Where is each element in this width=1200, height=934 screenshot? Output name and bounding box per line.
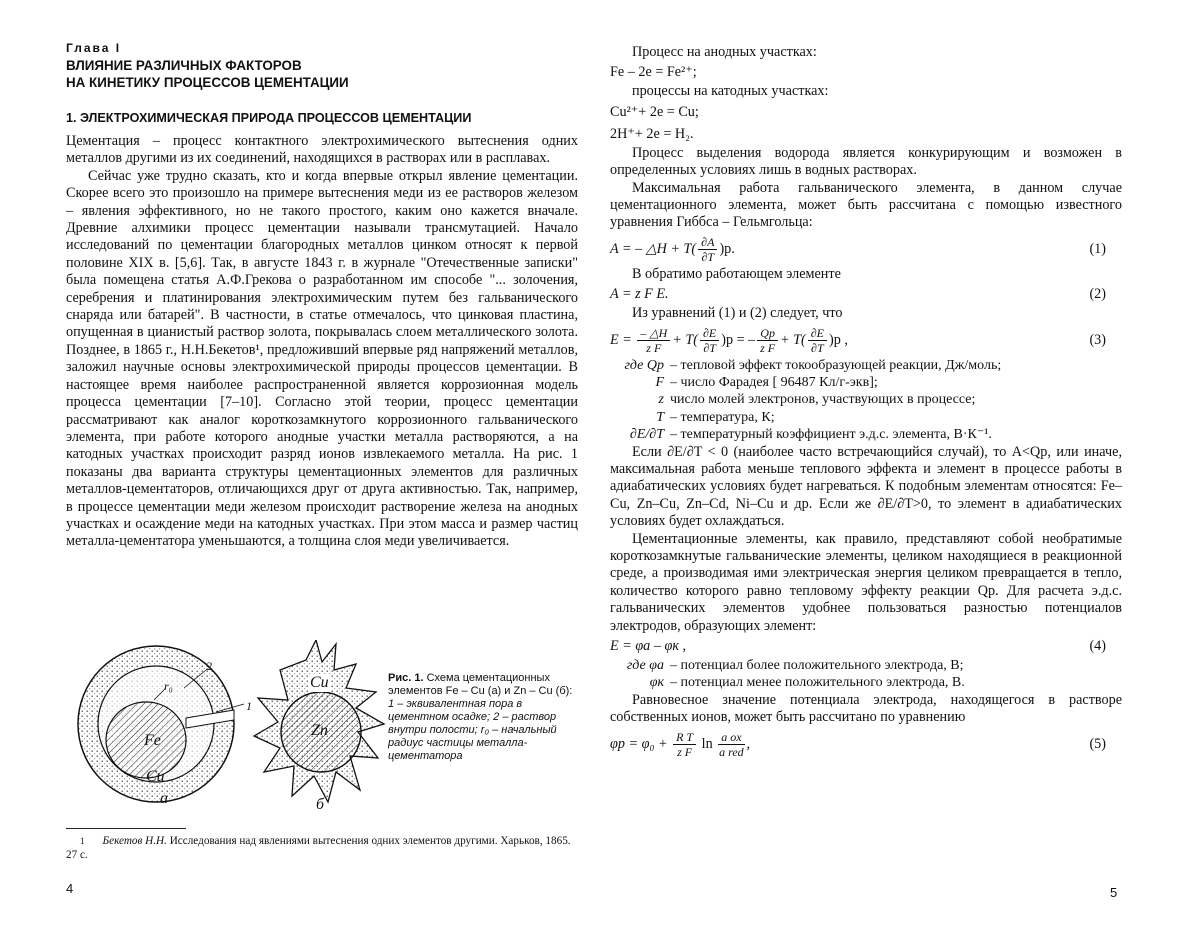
- paragraph-sign: Если ∂E/∂T < 0 (наиболее часто встречающийся случай), то A<Qp, или иначе, максимальная работа меньше теплового эффекта и элемент в процессе работы в адиабатических условиях будет нагреваться. К подобным элементам относятся: Fe–Cu, Zn–Cu, Zn–Cd, Ni–Cu и др. Если же ∂E/∂T>0, то элемент в адиабатических условиях будет охлаждаться.: [610, 443, 1122, 530]
- footnote: [66, 834, 578, 862]
- page-number-right: 5: [1110, 885, 1118, 900]
- definitions-list: [610, 357, 1122, 444]
- mark-1: 1: [246, 699, 252, 713]
- anode-intro: Процесс на анодных участках:: [632, 44, 817, 60]
- equation-cathode-h2: 2H⁺+ 2e = H₂.: [610, 125, 694, 142]
- label-fe: Fe: [144, 732, 161, 749]
- footnote-author: Бекетов Н.Н.: [102, 835, 167, 847]
- definition-row: F – число Фарадея [ 96487 Кл/г-экв];: [655, 375, 878, 391]
- equation-2-number: (2): [1089, 286, 1106, 303]
- figure-caption-text: Схема цементационных элементов Fe – Cu (а) и Zn – Cu (б):: [388, 672, 573, 697]
- label-cu-a: Cu: [146, 768, 165, 785]
- definition-row: где φа – потенциал более положительного электрода, В;: [626, 658, 964, 674]
- definition-row: ∂E/∂T – температурный коэффициент э.д.с. элемента, В·К⁻¹.: [629, 427, 992, 443]
- chapter-label: Глава I: [66, 41, 122, 55]
- label-cu-b: Cu: [310, 674, 329, 691]
- footnote-mark: 1: [80, 836, 85, 846]
- equation-1: A = – △H + T( $\frac{\partial A}{\partial T}$ )p. (1): [610, 232, 1122, 266]
- definition-row: где Qp – тепловой эффект токообразующей реакции, Дж/моль;: [624, 357, 1002, 373]
- page-number-left: 4: [66, 881, 74, 896]
- equation-5: φp = φ₀ + $\frac{\text{R T}}{\text{z F}}$ ln $\frac{\text{a ox}}{\text{a red}}$ , (5): [610, 727, 1122, 761]
- eq1-fraction: $\frac{\partial A}{\partial T}$: [698, 235, 717, 264]
- equation-1-number: (1): [1089, 240, 1106, 257]
- paragraph-definition: Цементация – процесс контактного электрохимического вытеснения одних металлов другими из их соединений, находящихся в растворах или в расплавах.: [66, 133, 578, 167]
- paragraph-equilibrium: Равновесное значение потенциала электрода, находящегося в растворе собственных ионов, может быть рассчитано по уравнению: [610, 691, 1122, 726]
- left-body-text: [66, 133, 578, 551]
- equation-3-number: (3): [1089, 331, 1106, 348]
- chapter-title: [66, 57, 349, 91]
- equation-cathode-cu: Cu²⁺+ 2e = Cu;: [610, 103, 699, 120]
- label-zn: Zn: [311, 722, 328, 739]
- paragraph-gibbs: Максимальная работа гальванического элемента, в данном случае цементационного элемента, может быть рассчитана с помощью известного уравнения Гиббса – Гельмгольца:: [610, 179, 1122, 231]
- sublabel-a: а: [160, 790, 168, 807]
- left-page: [66, 0, 578, 934]
- equation-3: E = $\frac{- \triangle H}{\text{z F}}$ + T( $\frac{\partial E}{\partial T}$ )p = – $\frac{Qp}{\text{z F}}$ + T( $\frac{\partial E}{\partial T}$ )p , (3): [610, 323, 1122, 357]
- figure-caption-items: 1 – эквивалентная пора в цементном осадке; 2 – раствор внутри полости; r₀ – начальный радиус частицы металла-цементатора: [388, 698, 557, 762]
- section-title: 1. ЭЛЕКТРОХИМИЧЕСКАЯ ПРИРОДА ПРОЦЕССОВ ЦЕМЕНТАЦИИ: [66, 111, 472, 125]
- figure-caption-title: Рис. 1.: [388, 672, 424, 684]
- equation-anode: Fe – 2e = Fe²⁺;: [610, 64, 697, 81]
- definitions-list-2: [610, 657, 1122, 692]
- mark-2: 2: [206, 659, 212, 673]
- equation-5-number: (5): [1089, 735, 1106, 752]
- definition-row: φк – потенциал менее положительного электрода, В.: [649, 675, 965, 691]
- footnote-divider: [66, 828, 186, 829]
- paragraph-hydrogen: Процесс выделения водорода является конкурирующим и возможен в определенных условиях лишь в водных растворах.: [610, 144, 1122, 179]
- cathode-intro: процессы на катодных участках:: [632, 83, 829, 100]
- equation-2: A = z F E. (2): [610, 283, 1122, 305]
- paragraph-reversible: В обратимо работающем элементе: [632, 265, 841, 282]
- figure-caption: [388, 672, 578, 763]
- footnote-text: Исследования над явлениями вытеснения одних элементов другими. Харьков, 1865. 27 с.: [66, 835, 571, 861]
- paragraph-follows: Из уравнений (1) и (2) следует, что: [632, 305, 843, 322]
- sublabel-b: б: [316, 796, 325, 813]
- paragraph-history: Сейчас уже трудно сказать, кто и когда впервые открыл явление цементации. Скорее всего это произошло на примере вытеснения меди из ее растворов железом – явления эффективного, но не такого простого, каким оно кажется вначале. Древние алхимики процесс цементации называли трансмутацией. Начало исследований по цементации благородных металлов цинком относят к первой половине XIX в. [5,6]. Так, в августе 1843 г. в журнале "Отечественные записки" была помещена статья А.Ф.Грекова о разработанном им способе "... золочения, серебрения и платинирования электрохимическим путем без гальванического снаряда или батарей". В частности, в статье отмечалось, что цинковая пластина, опущенная в цианистый раствор золота, покрывалась слоем металлического золота. Позднее, в 1865 г., Н.Н.Бекетов¹, предложивший впервые ряд напряжений металлов, заложил научные основы электрохимической природы процессов цементации. В настоящее время наиболее распространенной является коррозионная модель процесса цементации [7–10]. Согласно этой теории, процесс цементации рассматривают как аналог короткозамкнутого коррозионного гальванического элемента, при работе которого анодные участки металла растворяются, а на катодных участках происходит разряд ионов извлекаемого металла. На рис. 1 показаны два варианта структуры цементационных элементов для различных металлов-цементаторов, отличающихся друг от друга активностью. Так, например, в процессе цементации меди железом происходит растворение железа на анодных участках и осаждение меди на катодных участках. При этом масса и размер частиц металла-цементатора уменьшаются, а толщина слоя меди увеличивается.: [66, 167, 578, 550]
- definition-row: T – температура, К;: [656, 409, 775, 425]
- chapter-title-line-1: ВЛИЯНИЕ РАЗЛИЧНЫХ ФАКТОРОВ: [66, 58, 302, 73]
- equation-4-number: (4): [1089, 638, 1106, 655]
- paragraph-cementation-elements: Цементационные элементы, как правило, представляют собой необратимые короткозамкнутые гальванические элементы, целиком находящиеся в реакционной среде, а производимая ими электрическая энергия целиком превращается в тепло, количество которого равно тепловому эффекту реакции Qp. Для расчета э.д.с. гальванических элементов удобнее пользоваться разностью потенциалов электродов, образующих элемент:: [610, 530, 1122, 634]
- figure-1-drawing: [66, 640, 386, 818]
- equation-4: E = φа – φк , (4): [610, 635, 1122, 657]
- figure-b-zn-cu: [254, 640, 384, 802]
- figure-1: [66, 640, 578, 818]
- definition-row: z число молей электронов, участвующих в процессе;: [658, 392, 976, 408]
- right-page: [610, 0, 1122, 934]
- mark-r0: r₀: [164, 679, 173, 693]
- right-body-text: [610, 44, 1122, 761]
- chapter-title-line-2: НА КИНЕТИКУ ПРОЦЕССОВ ЦЕМЕНТАЦИИ: [66, 75, 349, 90]
